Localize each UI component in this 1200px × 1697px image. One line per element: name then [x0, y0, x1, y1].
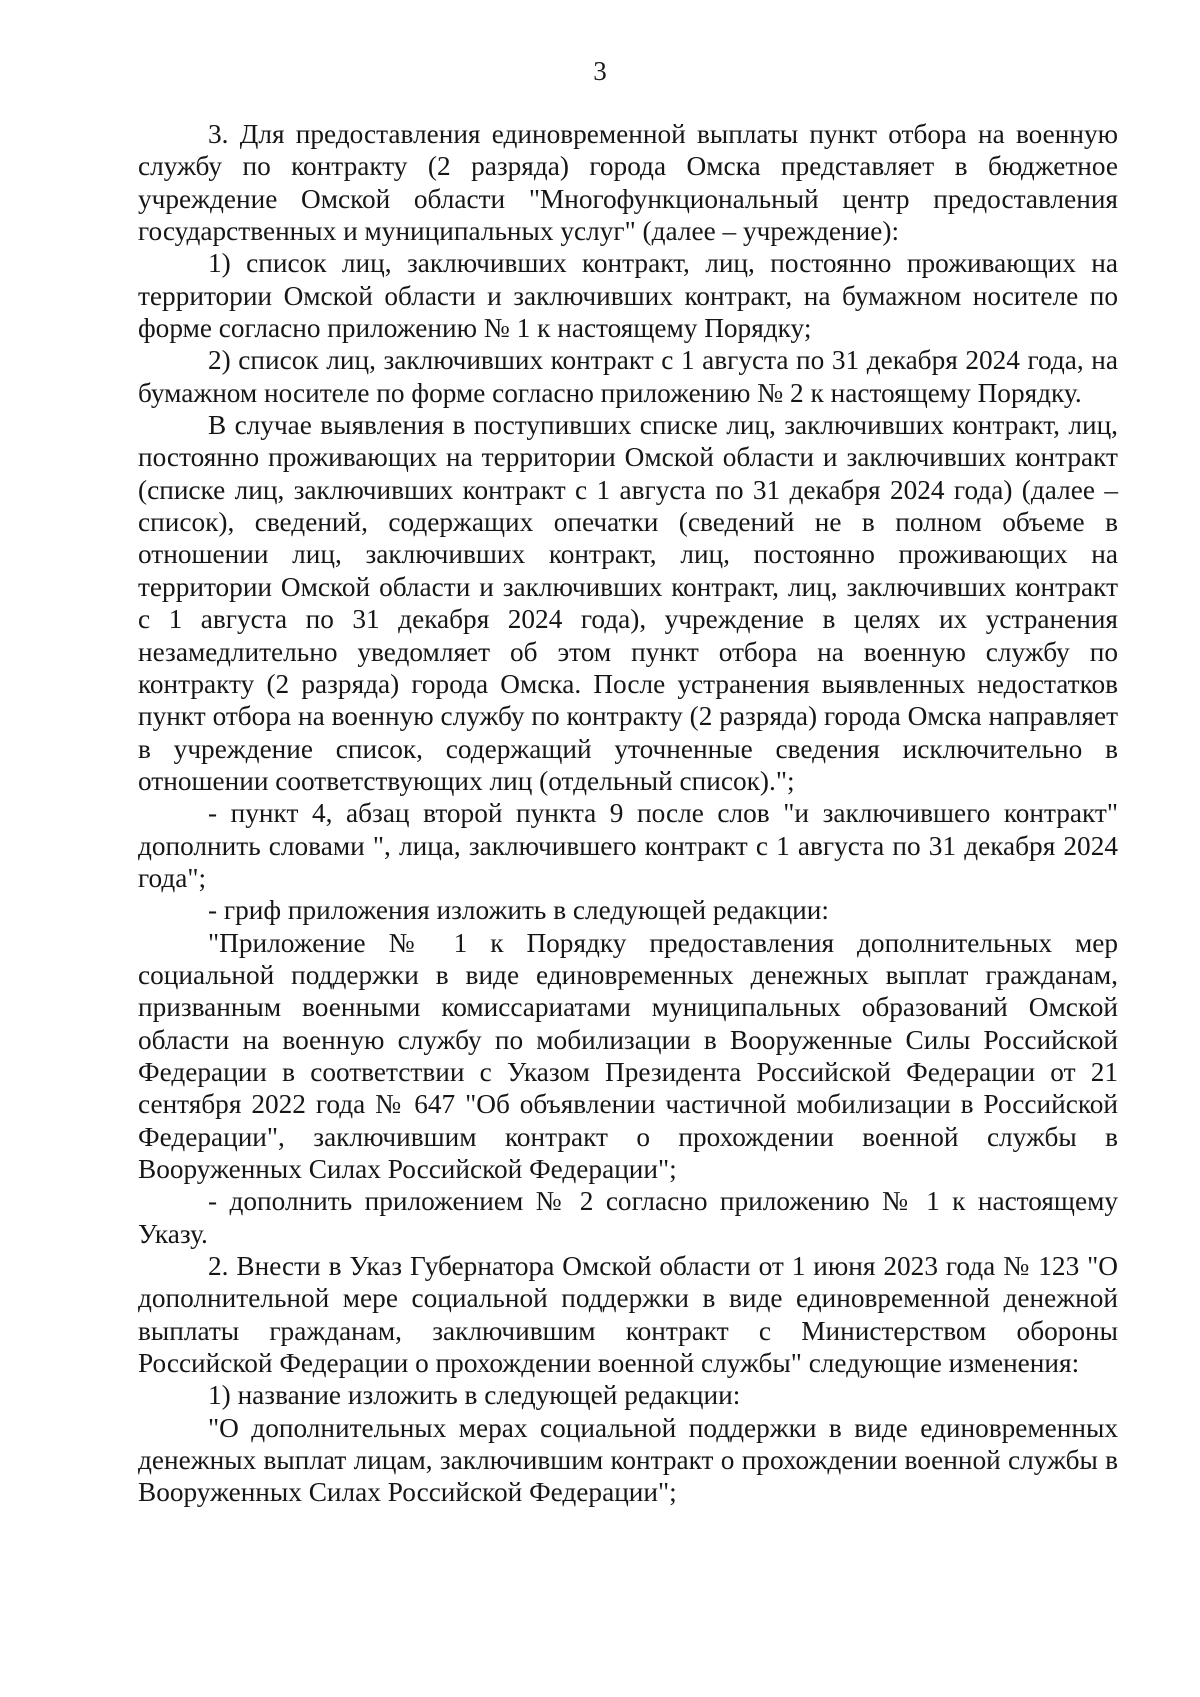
- paragraph-add-appendix-2: - дополнить приложением № 2 согласно приложению № 1 к настоящему Указу.: [138, 1186, 1118, 1249]
- paragraph-appendix-1-heading: "Приложение № 1 к Порядку предоставления дополнительных мер социальной поддержки в виде единовременных денежных выплат гражданам, призванным военными комиссариатами муниципальных образований Омской области на военную службу по мобилизации в Вооруженные Силы Российской Федерации в соответствии с Указом Президента Российской Федерации от 21 сентября 2022 года № 647 "Об объявлении частичной мобилизации в Российской Федерации", заключившим контракт о прохождении военной службы в Вооруженных Силах Российской Федерации";: [138, 927, 1118, 1184]
- subitem-2: 2) список лиц, заключивших контракт с 1 августа по 31 декабря 2024 года, на бумажном носителе по форме согласно приложению № 2 к настоящему Порядку.: [138, 345, 1118, 408]
- paragraph-rename: 1) название изложить в следующей редакции:: [208, 1380, 741, 1411]
- subitem-1: 1) список лиц, заключивших контракт, лиц, постоянно проживающих на территории Омской области и заключивших контракт, на бумажном носителе по форме согласно приложению № 1 к настоящему Порядку;: [138, 248, 1118, 344]
- paragraph-errors: В случае выявления в поступивших списке лиц, заключивших контракт, лиц, постоянно проживающих на территории Омской области и заключивших контракт (списке лиц, заключивших контракт с 1 августа по 31 декабря 2024 года) (далее – список), сведений, содержащих опечатки (сведений не в полном объеме в отношении лиц, заключивших контракт, лиц, постоянно проживающих на территории Омской области и заключивших контракт, лиц, заключивших контракт с 1 августа по 31 декабря 2024 года), учреждение в целях их устранения незамедлительно уведомляет об этом пункт отбора на военную службу по контракту (2 разряда) города Омска. После устранения выявленных недостатков пункт отбора на военную службу по контракту (2 разряда) города Омска направляет в учреждение список, содержащий уточненные сведения исключительно в отношении соответствующих лиц (отдельный список).";: [138, 410, 1118, 796]
- document-body: [138, 118, 1118, 1509]
- paragraph-amend-point-4: - пункт 4, абзац второй пункта 9 после слов "и заключившего контракт" дополнить словами ", лица, заключившего контракт с 1 августа по 31 декабря 2024 года";: [138, 798, 1118, 893]
- page-number: 3: [593, 56, 607, 86]
- paragraph-item-2: 2. Внести в Указ Губернатора Омской области от 1 июня 2023 года № 123 "О дополнительной мере социальной поддержки в виде единовременной денежной выплаты гражданам, заключившим контракт с Министерством обороны Российской Федерации о прохождении военной службы" следующие изменения:: [138, 1251, 1118, 1379]
- paragraph-amend-heading: - гриф приложения изложить в следующей редакции:: [208, 895, 829, 926]
- paragraph-new-title: "О дополнительных мерах социальной поддержки в виде единовременных денежных выплат лицам, заключившим контракт о прохождении военной службы в Вооруженных Силах Российской Федерации";: [138, 1412, 1118, 1508]
- paragraph-item-3: 3. Для предоставления единовременной выплаты пункт отбора на военную службу по контракту (2 разряда) города Омска представляет в бюджетное учреждение Омской области "Многофункциональный центр предоставления государственных и муниципальных услуг" (далее – учреждение):: [138, 119, 1118, 247]
